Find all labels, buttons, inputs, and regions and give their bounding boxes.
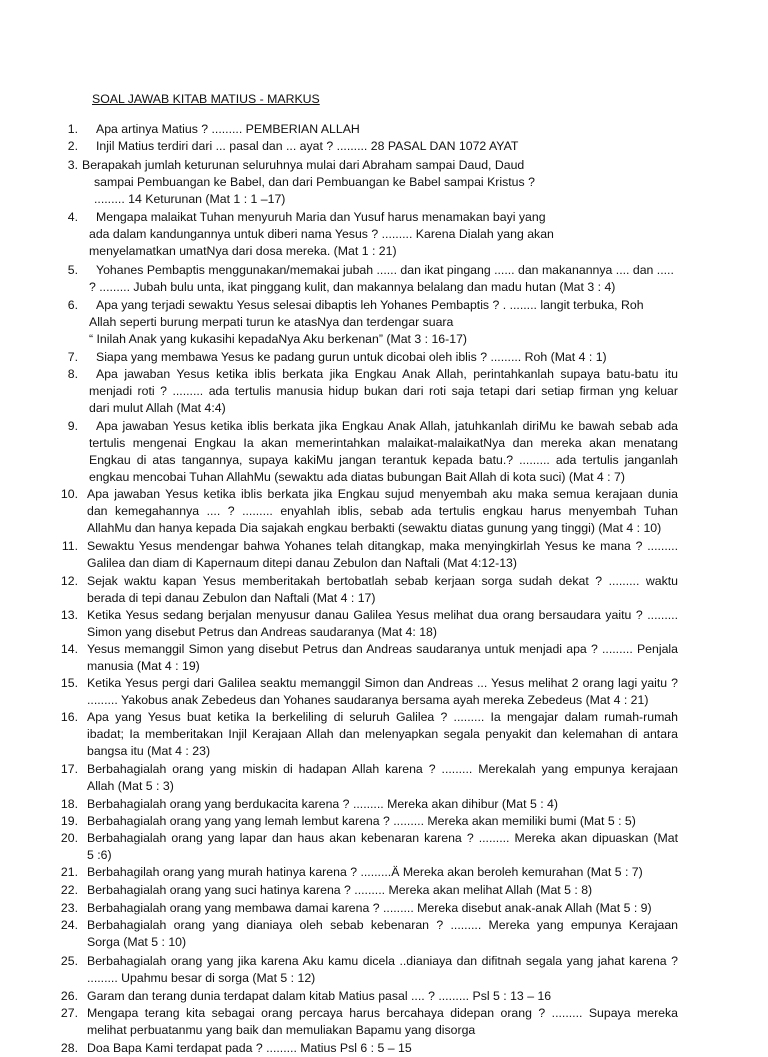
question-line: ......... Upahmu besar di sorga (Mat 5 : 12) bbox=[87, 971, 316, 985]
question-item bbox=[0, 209, 768, 260]
question-number: 16. bbox=[60, 710, 78, 724]
question-number: 20. bbox=[60, 831, 78, 845]
question-line: ......... Yakobus anak Zebedeus dan Yohanes saudaranya bersama ayah mereka Zebedeus (Mat 4 : 21) bbox=[87, 693, 649, 707]
question-line: Yohanes Pembaptis menggunakan/memakai jubah ...... dan ikat pingang ...... dan makanannya .... dan ..... bbox=[96, 263, 674, 277]
question-line: Berbahagilah orang yang murah hatinya karena ? .........Ä Mereka akan beroleh kemurahan (Mat 5 : 7) bbox=[87, 865, 643, 879]
question-item bbox=[0, 262, 768, 296]
question-number: 27. bbox=[60, 1006, 78, 1020]
question-line: Allah (Mat 5 : 3) bbox=[87, 779, 174, 793]
question-line: Berbahagialah orang yang berdukacita karena ? ......... Mereka akan dihibur (Mat 5 : 4) bbox=[87, 797, 558, 811]
question-number: 2. bbox=[67, 139, 78, 153]
question-item bbox=[0, 297, 768, 348]
question-line: Yesus memanggil Simon yang disebut Petrus dan Andreas saudaranya untuk menjadi apa ? ......... Penjala bbox=[87, 642, 678, 656]
question-line: dari mulut Allah (Mat 4:4) bbox=[89, 401, 226, 415]
question-line: ......... 14 Keturunan (Mat 1 : 1 –17) bbox=[94, 192, 286, 206]
question-item bbox=[0, 349, 768, 366]
question-line: dan kemegahannya .... ? ......... enyahlah iblis, sebab ada tertulis engkau harus menyembah Tuhan bbox=[87, 504, 678, 518]
question-number: 17. bbox=[60, 762, 78, 776]
question-item bbox=[0, 988, 768, 1005]
question-number: 9. bbox=[67, 419, 78, 433]
question-line: manusia (Mat 4 : 19) bbox=[87, 659, 200, 673]
question-line: Engkau di atas tangannya, supaya kakiMu jangan terantuk kepada batu.? ......... ada tertulis janganlah bbox=[89, 453, 678, 467]
question-line: Berbahagialah orang yang yang lemah lembut karena ? ......... Mereka akan memiliki bumi (Mat 5 : 5) bbox=[87, 814, 636, 828]
question-line: Injil Matius terdiri dari ... pasal dan ... ayat ? ......... 28 PASAL DAN 1072 AYAT bbox=[96, 139, 519, 153]
question-line: engkau mencobai Tuhan AllahMu (sewaktu ada diatas bubungan Bait Allah di kota suci) (Mat 4 : 7) bbox=[89, 470, 625, 484]
question-item bbox=[0, 138, 768, 155]
question-number: 22. bbox=[60, 883, 78, 897]
question-line: sampai Pembuangan ke Babel, dan dari Pembuangan ke Babel sampai Kristus ? bbox=[94, 175, 535, 189]
question-line: bangsa itu (Mat 4 : 23) bbox=[87, 744, 211, 758]
question-item bbox=[0, 1040, 768, 1057]
question-number: 10. bbox=[60, 487, 78, 501]
question-item bbox=[0, 900, 768, 917]
question-item bbox=[0, 813, 768, 830]
question-number: 3. bbox=[67, 158, 78, 172]
question-item bbox=[0, 830, 768, 864]
question-item bbox=[0, 953, 768, 987]
question-line: Berbahagialah orang yang miskin di hadapan Allah karena ? ......... Merekalah yang empunya kerajaan bbox=[87, 762, 678, 776]
question-line: Doa Bapa Kami terdapat pada ? ......... Matius Psl 6 : 5 – 15 bbox=[87, 1041, 412, 1055]
question-item bbox=[0, 573, 768, 607]
question-item bbox=[0, 882, 768, 899]
question-line: Berbahagialah orang yang dianiaya oleh sebab kebenaran ? ......... Mereka yang empunya Kerajaan bbox=[87, 918, 678, 932]
question-line: Apa yang Yesus buat ketika Ia berkeliling di seluruh Galilea ? ......... Ia mengajar dalam rumah-rumah bbox=[87, 710, 678, 724]
question-item bbox=[0, 486, 768, 537]
question-line: Galilea dan diam di Kapernaum ditepi danau Zebulon dan Naftali (Mat 4:12-13) bbox=[87, 556, 517, 570]
question-number: 28. bbox=[60, 1041, 78, 1055]
question-line: ? ......... Jubah bulu unta, ikat pinggang kulit, dan makannya belalang dan madu hutan (Mat 3 : 4) bbox=[89, 280, 616, 294]
question-line: Ketika Yesus pergi dari Galilea seaktu memanggil Simon dan Andreas ... Yesus melihat 2 orang lagi yaitu ? bbox=[87, 676, 678, 690]
question-item bbox=[0, 157, 768, 208]
question-item bbox=[0, 1005, 768, 1039]
question-line: Apa jawaban Yesus ketika iblis berkata jika Engkau Anak Allah, perintahkanlah supaya batu-batu itu bbox=[96, 367, 678, 381]
question-line: menyelamatkan umatNya dari dosa mereka. (Mat 1 : 21) bbox=[89, 244, 397, 258]
question-line: Berbahagialah orang yang lapar dan haus akan kebenaran karena ? ......... Mereka akan dipuaskan (Mat bbox=[87, 831, 678, 845]
question-line: Garam dan terang dunia terdapat dalam kitab Matius pasal .... ? ......... Psl 5 : 13 – 16 bbox=[87, 989, 552, 1003]
question-line: Ketika Yesus sedang berjalan menyusur danau Galilea Yesus melihat dua orang bersaudara yaitu ? ......... bbox=[87, 608, 678, 622]
question-item bbox=[0, 796, 768, 813]
question-number: 26. bbox=[60, 989, 78, 1003]
question-line: 5 :6) bbox=[87, 848, 112, 862]
question-item bbox=[0, 917, 768, 951]
question-number: 4. bbox=[67, 210, 78, 224]
question-number: 8. bbox=[67, 367, 78, 381]
question-line: Allah seperti burung merpati turun ke atasNya dan terdengar suara bbox=[89, 315, 454, 329]
question-item bbox=[0, 366, 768, 417]
question-number: 11. bbox=[61, 539, 78, 553]
question-line: Apa yang terjadi sewaktu Yesus selesai dibaptis leh Yohanes Pembaptis ? . ........ langit terbuka, Roh bbox=[96, 298, 644, 312]
question-number: 1. bbox=[67, 122, 78, 136]
question-number: 13. bbox=[60, 608, 78, 622]
question-line: Berapakah jumlah keturunan seluruhnya mulai dari Abraham sampai Daud, Daud bbox=[82, 158, 525, 172]
document-title: SOAL JAWAB KITAB MATIUS - MARKUS bbox=[92, 92, 320, 106]
question-line: Simon yang disebut Petrus dan Andreas saudaranya (Mat 4: 18) bbox=[87, 625, 437, 639]
question-line: ibadat; Ia memberitakan Injil Kerajaan Allah dan melenyapkan segala penyakit dan kelemahan di antara bbox=[87, 727, 678, 741]
question-item bbox=[0, 864, 768, 881]
question-number: 6. bbox=[67, 298, 78, 312]
question-line: Mengapa malaikat Tuhan menyuruh Maria dan Yusuf harus menamakan bayi yang bbox=[96, 210, 546, 224]
question-line: ada dalam kandungannya untuk diberi nama Yesus ? ......... Karena Dialah yang akan bbox=[89, 227, 554, 241]
question-list bbox=[0, 121, 768, 1057]
question-line: Sejak waktu kapan Yesus memberitakah bertobatlah sebab kerjaan sorga sudah dekat ? ......... waktu bbox=[87, 574, 678, 588]
question-number: 7. bbox=[67, 350, 78, 364]
question-line: Apa jawaban Yesus ketika iblis berkata jika Engkau sujud menyembah aku maka semua kerajaan dunia bbox=[87, 487, 678, 501]
question-number: 15. bbox=[60, 676, 78, 690]
question-item bbox=[0, 418, 768, 486]
question-item bbox=[0, 709, 768, 760]
question-line: Mengapa terang kita sebagai orang percaya harus bercahaya didepan orang ? ......... Supaya mereka bbox=[87, 1006, 678, 1020]
question-number: 14. bbox=[60, 642, 78, 656]
question-line: AllahMu dan hanya kepada Dia sajakah engkau berbakti (sewaktu diatas gunung yang tinggi) (Mat 4 : 10) bbox=[87, 521, 662, 535]
question-line: berada di tepi danau Zebulon dan Naftali (Mat 4 : 17) bbox=[87, 591, 376, 605]
question-number: 5. bbox=[67, 263, 78, 277]
question-line: Berbahagialah orang yang jika karena Aku kamu dicela ..dianiaya dan difitnah segala yang jahat karena ? bbox=[87, 954, 678, 968]
question-number: 23. bbox=[60, 901, 78, 915]
question-number: 21. bbox=[60, 865, 78, 879]
question-line: Siapa yang membawa Yesus ke padang gurun untuk dicobai oleh iblis ? ......... Roh (Mat 4 : 1) bbox=[96, 350, 607, 364]
question-line: Apa artinya Matius ? ......... PEMBERIAN ALLAH bbox=[96, 122, 360, 136]
question-number: 12. bbox=[60, 574, 78, 588]
question-line: Sewaktu Yesus mendengar bahwa Yohanes telah ditangkap, maka menyingkirlah Yesus ke mana ? ......... bbox=[87, 539, 678, 553]
question-item bbox=[0, 761, 768, 795]
question-number: 25. bbox=[60, 954, 78, 968]
question-line: Apa jawaban Yesus ketika iblis berkata jika Engkau Anak Allah, jatuhkanlah diriMu ke bawah sebab ada bbox=[96, 419, 678, 433]
question-number: 19. bbox=[60, 814, 78, 828]
question-item bbox=[0, 641, 768, 675]
question-line: melihat perbuatanmu yang baik dan memuliakan Bapamu yang disorga bbox=[87, 1023, 476, 1037]
question-number: 18. bbox=[60, 797, 78, 811]
question-line: Berbahagialah orang yang membawa damai karena ? ......... Mereka disebut anak-anak Allah (Mat 5 : 9) bbox=[87, 901, 652, 915]
question-item bbox=[0, 675, 768, 709]
question-line: “ Inilah Anak yang kukasihi kepadaNya Aku berkenan” (Mat 3 : 16-17) bbox=[89, 332, 468, 346]
question-line: tertulis mengenai Engkau Ia akan memerintahkan malaikat-malaikatNya dan mereka akan menatang bbox=[89, 436, 678, 450]
question-item bbox=[0, 607, 768, 641]
question-line: Berbahagialah orang yang suci hatinya karena ? ......... Mereka akan melihat Allah (Mat 5 : 8) bbox=[87, 883, 593, 897]
question-number: 24. bbox=[60, 918, 78, 932]
question-item bbox=[0, 121, 768, 138]
question-line: Sorga (Mat 5 : 10) bbox=[87, 935, 187, 949]
question-line: menjadi roti ? ......... ada tertulis manusia hidup bukan dari roti saja tetapi dari setiap firman yng keluar bbox=[89, 384, 678, 398]
question-item bbox=[0, 538, 768, 572]
